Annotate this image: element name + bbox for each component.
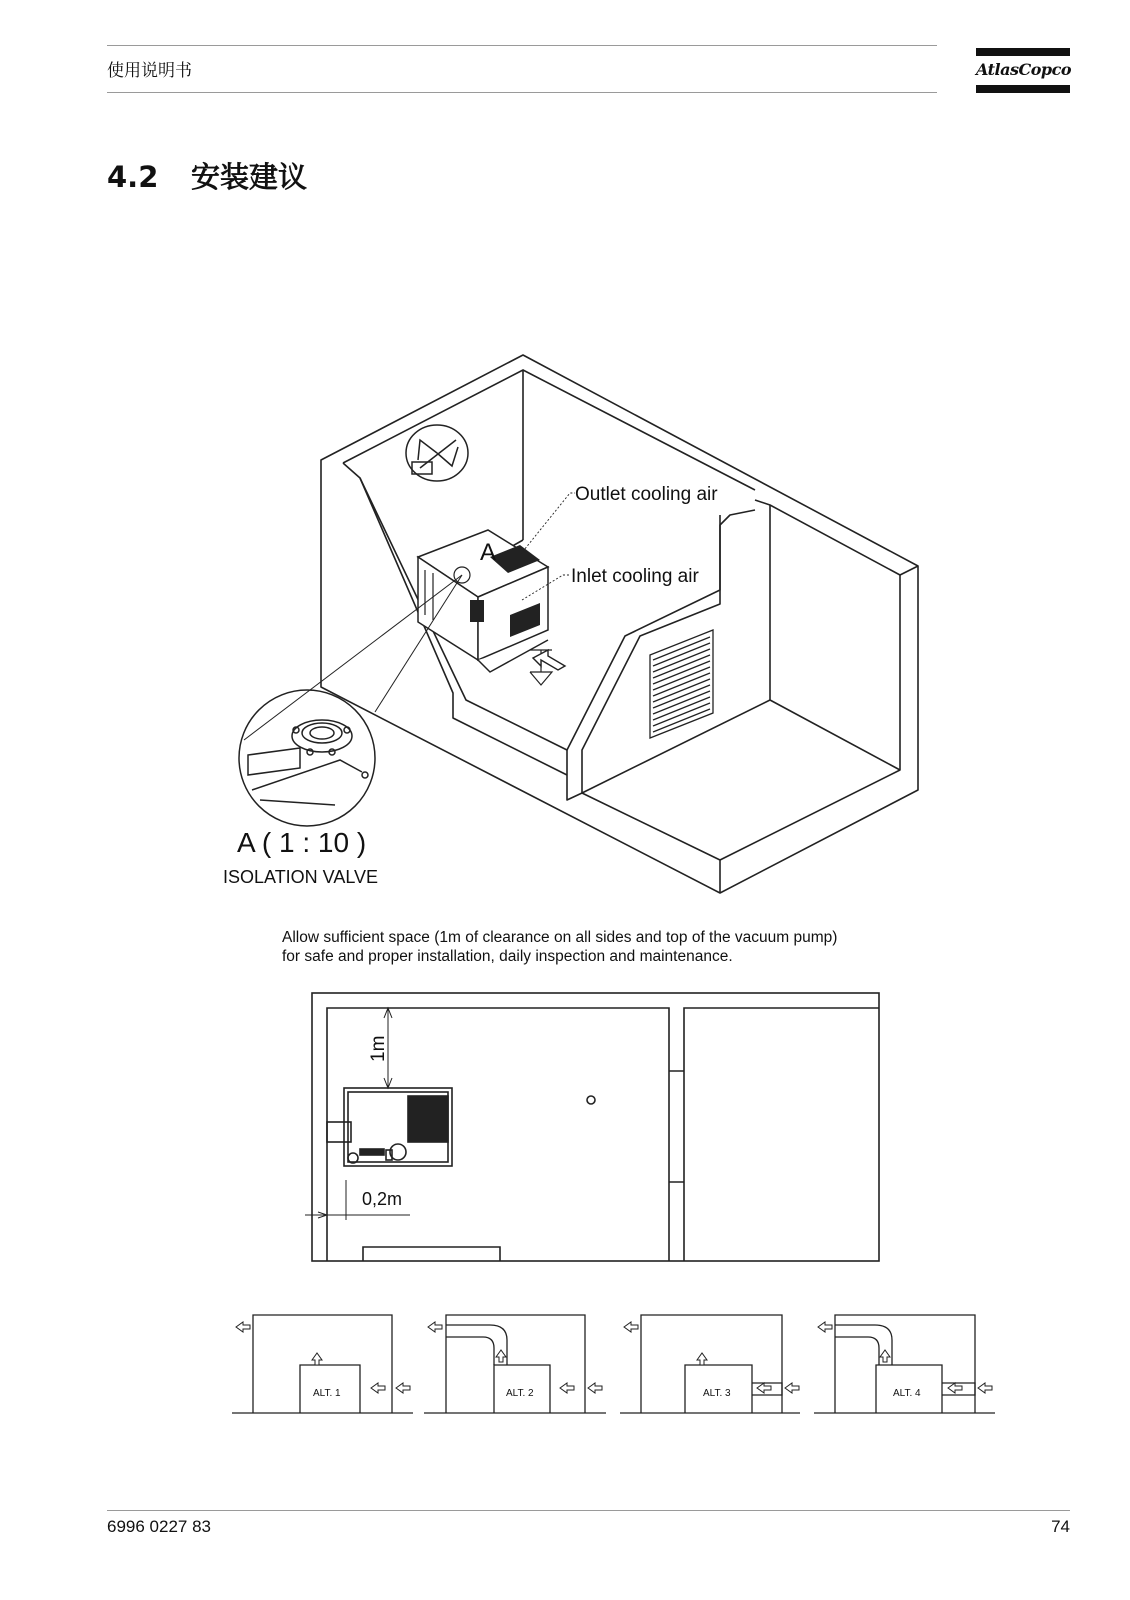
section-title: 安装建议 [191,160,308,194]
outlet-cooling-air-label: Outlet cooling air [575,484,718,505]
manual-title: 使用说明书 [107,61,192,81]
wall-louvre [650,630,713,738]
dimension-1m-label: 1m [368,1035,389,1062]
alt-2-label: ALT. 2 [506,1388,534,1399]
inlet-arrow-icon [533,650,565,670]
clearance-note [282,928,922,966]
clearance-note-line-1: Allow sufficient space (1m of clearance on all sides and top of the vacuum pump) [282,929,838,946]
detail-caption: ISOLATION VALVE [223,867,379,887]
exhaust-fan-icon [406,425,468,481]
isolation-valve-detail [239,690,375,826]
callout-letter-a: A [480,539,497,566]
dimension-0-2m-label: 0,2m [362,1189,403,1209]
document-number: 6996 0227 83 [107,1517,211,1536]
alt-4-label: ALT. 4 [893,1388,921,1399]
page-number: 74 [1051,1517,1070,1536]
plan-view [312,993,879,1261]
logo-text: AtlasCopco [976,60,1071,79]
alt-diagrams [232,1315,995,1413]
footer-rule [107,1510,1070,1511]
alt-1-label: ALT. 1 [313,1388,341,1399]
section-number: 4.2 [107,160,159,194]
clearance-note-line-2: for safe and proper installation, daily inspection and maintenance. [282,948,733,965]
alt-3-label: ALT. 3 [703,1388,731,1399]
inlet-cooling-air-label: Inlet cooling air [571,566,699,587]
detail-title: A ( 1 : 10 ) [237,827,367,858]
room-outer-wall [321,355,918,893]
